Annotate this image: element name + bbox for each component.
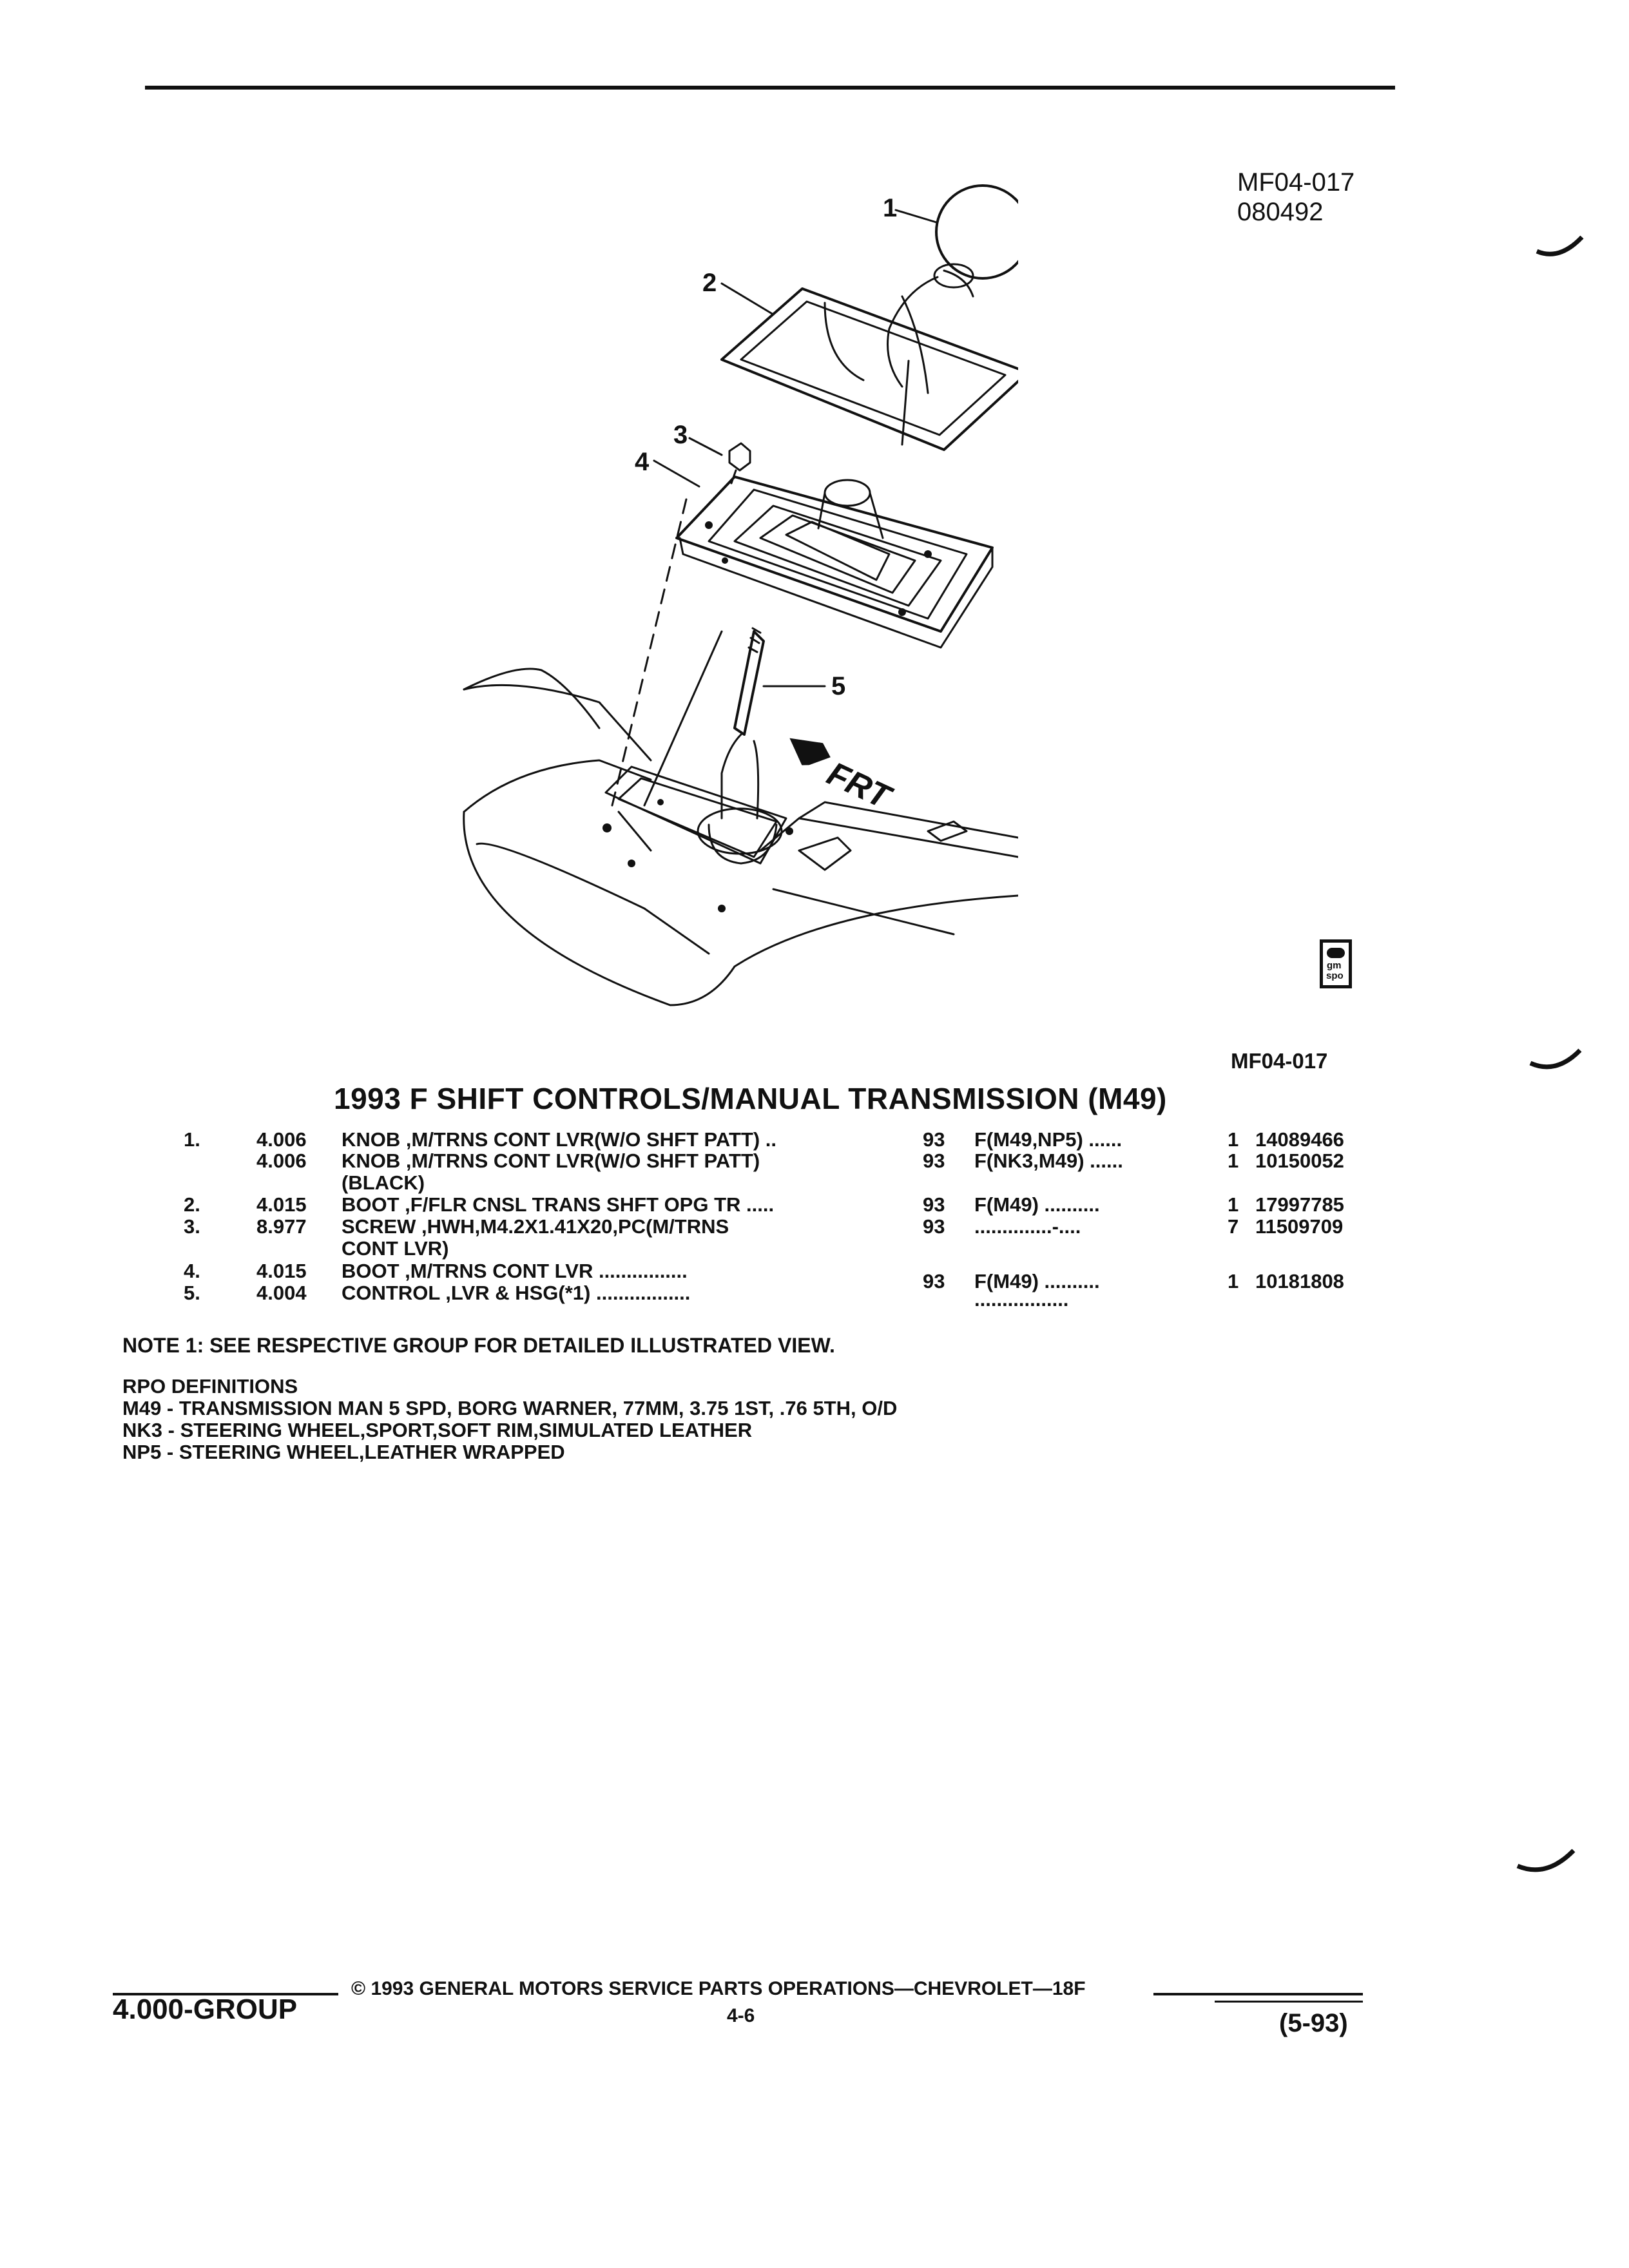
model-year: 93	[923, 1193, 945, 1216]
rpo-item: NK3 - STEERING WHEEL,SPORT,SOFT RIM,SIMULATED LEATHER	[122, 1419, 753, 1441]
figure-date: 080492	[1237, 198, 1324, 226]
usage-code: ..............-....	[974, 1215, 1081, 1238]
item-number: 2.	[184, 1193, 200, 1216]
quantity: 1	[1228, 1149, 1239, 1172]
usage-code: .................	[974, 1288, 1069, 1311]
part-description-cont: CONT LVR)	[342, 1237, 449, 1260]
footer-rule-right	[1153, 1993, 1363, 1995]
group-number: 4.015	[256, 1193, 307, 1216]
quantity: 7	[1228, 1215, 1239, 1238]
callout-5: 5	[831, 672, 846, 700]
part-description: SCREW ,HWH,M4.2X1.41X20,PC(M/TRNS	[342, 1215, 729, 1238]
item-number: 3.	[184, 1215, 200, 1238]
footer-copyright: © 1993 GENERAL MOTORS SERVICE PARTS OPERATIONS—CHEVROLET—18F	[351, 1978, 1086, 1999]
footer-group: 4.000-GROUP	[113, 1994, 298, 2025]
part-number: 14089466	[1255, 1128, 1344, 1151]
part-description: KNOB ,M/TRNS CONT LVR(W/O SHFT PATT)	[342, 1149, 760, 1172]
badge-text-spo: spo	[1326, 970, 1344, 981]
callout-3: 3	[673, 421, 688, 449]
figure-code: MF04-017	[1237, 168, 1355, 197]
rpo-heading: RPO DEFINITIONS	[122, 1375, 298, 1398]
rpo-item: NP5 - STEERING WHEEL,LEATHER WRAPPED	[122, 1441, 565, 1463]
usage-code: F(M49,NP5) ......	[974, 1128, 1123, 1151]
quantity: 1	[1228, 1128, 1239, 1151]
item-number: 5.	[184, 1282, 200, 1304]
group-number: 4.015	[256, 1260, 307, 1282]
model-year: 93	[923, 1270, 945, 1293]
part-description-cont: (BLACK)	[342, 1171, 425, 1194]
footer-date: (5-93)	[1279, 2009, 1348, 2037]
usage-code: F(M49) ..........	[974, 1193, 1100, 1216]
footer-rule-under	[1215, 2001, 1363, 2003]
model-year: 93	[923, 1128, 945, 1151]
note: NOTE 1: SEE RESPECTIVE GROUP FOR DETAILED ILLUSTRATED VIEW.	[122, 1334, 835, 1357]
badge-text-gm: gm	[1327, 960, 1342, 971]
group-number: 8.977	[256, 1215, 307, 1238]
usage-code: F(M49) ..........	[974, 1270, 1100, 1293]
illustration-ref: MF04-017	[1231, 1049, 1328, 1073]
part-number: 10150052	[1255, 1149, 1344, 1172]
model-year: 93	[923, 1149, 945, 1172]
footer-page: 4-6	[727, 2005, 755, 2026]
part-description: CONTROL ,LVR & HSG(*1) .................	[342, 1282, 691, 1304]
section-title: 1993 F SHIFT CONTROLS/MANUAL TRANSMISSION (M49)	[334, 1082, 1167, 1115]
rpo-item: M49 - TRANSMISSION MAN 5 SPD, BORG WARNER, 77MM, 3.75 1ST, .76 5TH, O/D	[122, 1397, 898, 1419]
model-year: 93	[923, 1215, 945, 1238]
usage-code: F(NK3,M49) ......	[974, 1149, 1123, 1172]
group-number: 4.004	[256, 1282, 307, 1304]
part-number: 10181808	[1255, 1270, 1344, 1293]
part-number: 11509709	[1255, 1215, 1344, 1238]
item-number: 4.	[184, 1260, 200, 1282]
callout-4: 4	[635, 448, 650, 476]
group-number: 4.006	[256, 1128, 307, 1151]
group-number: 4.006	[256, 1149, 307, 1172]
quantity: 1	[1228, 1270, 1239, 1293]
item-number: 1.	[184, 1128, 200, 1151]
quantity: 1	[1228, 1193, 1239, 1216]
part-number: 17997785	[1255, 1193, 1344, 1216]
front-label: FRT	[821, 754, 896, 816]
callout-2: 2	[702, 269, 717, 297]
part-description: BOOT ,M/TRNS CONT LVR ................	[342, 1260, 688, 1282]
part-description: BOOT ,F/FLR CNSL TRANS SHFT OPG TR .....	[342, 1193, 775, 1216]
callout-1: 1	[883, 194, 898, 222]
part-description: KNOB ,M/TRNS CONT LVR(W/O SHFT PATT) ..	[342, 1128, 777, 1151]
